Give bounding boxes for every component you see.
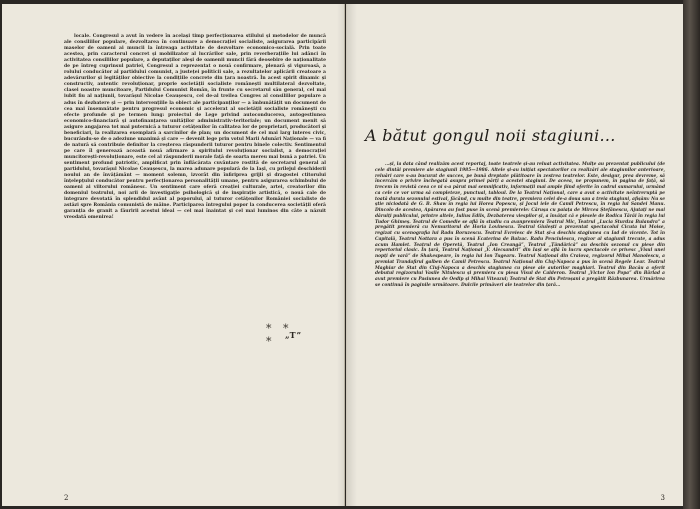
left-page-text-column: [64, 34, 326, 221]
left-gutter-shadow: [337, 4, 345, 506]
left-page: [2, 4, 345, 506]
page-number-left: 2: [64, 494, 69, 502]
left-page-body: locale. Congresul a avut în vedere în același timp perfecționarea stilului și metodelor de muncă ale consiliilor populare, dezvoltarea în continuare a democrației socialiste, asigurarea participării maselor de oameni ai muncii la întreaga activitate de dezvoltare economico-socială. Prin toate acestea, prin caracterul concret și mobilizator al lucrărilor sale, prin reverberațiile lui adânci în activitatea consiliilor populare, a deputaților aleși de oamenii muncii fără deosebire de naționalitate de pe întreg cuprinsul patriei, Congresul a reprezentat o nouă confirmare, plenară și viguroasă, a rolului conducător al partidului comunist, a justeței politicii sale, a rezultatelor aplicării creatoare a adevărurilor și legităților obiective la condițiile concrete din țara noastră. În acest spirit dinamic și constructiv, autentic revoluționar, proprie societății socialiste românești multilateral dezvoltate, clasei noastre muncitoare, Partidului Comunist Român, în frunte cu secretarul său general, cel mai iubit fiu al națiunii, tovarășul Nicolae Ceaușescu, cel de-al treilea Congres al consiliilor populare a adus în dezbatere și — prin intervențiile la obiect ale participanților — a îmbunătățit un document de cea mai însemnătate pentru progresul economic și accelerat al societății socialiste românești cu efecte profunde și pe termen lung: proiectul de Lege privind autoconducerea, autogestiunea economico-financiară și autofinanțarea unităților administrativ-teritoriale; un document menit să asigure angajarea tot mai puternică a tuturor cetățenilor în calitatea lor de proprietari, producători și beneficiari, la realizarea exemplară a sarcinilor de plan; un document de cel mai larg interes civic, bucurându-se de o adeziune unanimă și care — devenit lege prin votul Marii Adunări Naționale — va fi de natură să contribuie definitor la creșterea răspunderii tuturor pentru binele colectiv. Sentimentul pe care îl generează această nouă afirmare a spiritului revoluționar socialist, a democrației muncitorești-revoluționare, este cel al răspunderii morale față de soarta mereu mai bună a patriei. Un sentiment profund patriotic, amplificat prin înflăcărata cuvântare rostită de secretarul general al partidului, tovarășul Nicolae Ceaușescu, la marea adunare populară de la Iași, cu prilejul deschiderii noului an de învățământ — moment solemn, izvorât din înfiriprea grijii și dragostei ctitorului înțelepțului conducător pentru perfecționarea personalității umane, pentru asigurarea schimbului de oameni ai viitorului românesc. Un sentiment care oferă creației culturale, artei, creatorilor din domeniul teatrului, noi arii de investigație psihologică și de inspirație artistică, o nouă cale de integrare devotată în splendidul avânt al poporului, al tuturor cetățenilor României socialiste de astăzi spre România comunistă de mâine. Participarea întregului popor la conducerea societății oferă garanția de granit a făuririi acestui ideal — cel mai înaintat și cel mai luminos din câte a năzuit vreodată omenirea!: [64, 34, 326, 221]
right-page-body: ...și, la data când realizăm acest reportaj, toate teatrele și-au reluat activitatea. Mulțe au prezentat publicului (de cele dintâi premiere ale stagiunii 1985—1986. Altele și-au inițiat spectatorilor cu realizări ale stagiunilor anterioare, reluări care s-au bucurat de succes, pe bună dreptate plătitoare în zestrea teatrelor. Este, desigur, prea devreme, să încercăm o privire închegată asupra primei părți a acestei stagiuni. De aceea, ne propunem, în pagina de față, să trecem în revistă ceea ce ni s-a părut mai semnificativ, informații mai ample fiind oferite în cadrul sumarului, urmând ca cele ce vor urma să completeze, punctual, tabloul. De la Teatrul Național, care a avut o activitate neîntreruptă pe toată durata sezonului estival, făcând, cu multe din teatre, premiera celei de-a doua sau a treia stagiuni, afișăm: Nu se știe niciodată de G. B. Shaw în regia lui Horea Popescu, și Jocul iele de Camil Petrescu, în regia lui Sandei Manu. Dincolo de acestea, Apărarea au fost puse în scenă premierele: Cărușa cu paiața de Mircea Ștefănescu, Ajutați ne mai dăruiți publicului, printre altele, Iulius Edils, Dezbaterea viespilor și, a învățat că e piesele de Rodica Tărăi în regia lui Tudor Ghimeș. Teatrul de Comedie se află în studiu cu avanpremiera Teatrul Mic, Teatrul „Lucia Sturdza Bulandra” a pregătit premieră cu Nemuritorul de Horia Lovinescu. Teatrul Giulești a prezentat spectacolul Cicuta lui Moise, regizat cu scenografia lui Radu Boruzescu. Teatrul Evreiesc de Stat și-a deschis stagiunea cu Iad de vicente. Tot în Capitală, Teatrul Nottara a pus în scenă Ecaterina de Balzac. Radu Penciulescu, regizor al stagiunii trecute, a adus acum Hamlet. Teatrul de Operetă, Teatrul „Ion Creangă”, Teatrul „Țăndărică” au deschis sezonul cu piese din repertoriul clasic. În țară, Teatrul Național „V. Alecsandri” din Iași se află în lucru spectacole ce privesc „Visul unei nopți de vară” de Shakespeare, în regia lui Ion Tugearu. Teatrul Național din Craiova, regizorul Mihai Manolescu, a premiat Trandafirul galben de Camil Petrescu. Teatrul Național din Cluj-Napoca a pus în scenă Regele Lear. Teatrul Maghiar de Stat din Cluj-Napoca a deschis stagiunea cu piese ale autorilor maghiari. Teatrul din Bacău a oferit debutul regizorului Vasile Nitulescu și premiera cu piesa Visul de Calderon. Teatrul „Victor Ion Popa” din Bârlad a avut premiere cu Pasiunea de Oedip și Mihai Viteazul; Teatrul de Stat din Petroșani a pregătit Răzbunarea. Urmărirea se continuă în paginile următoare. Dulcile primăveri ale teatrelor din țară...: [375, 162, 665, 288]
right-page-text-column: [375, 162, 665, 289]
article-headline: A bătut gongul noii stagiuni...: [365, 126, 616, 145]
page-number-right: 3: [660, 494, 665, 502]
right-page: [346, 4, 683, 506]
theatre-mark: „T”: [285, 330, 303, 340]
right-gutter-shadow: [347, 4, 357, 506]
book-edge: [683, 0, 700, 509]
section-separator-stars: * * *: [266, 322, 293, 348]
